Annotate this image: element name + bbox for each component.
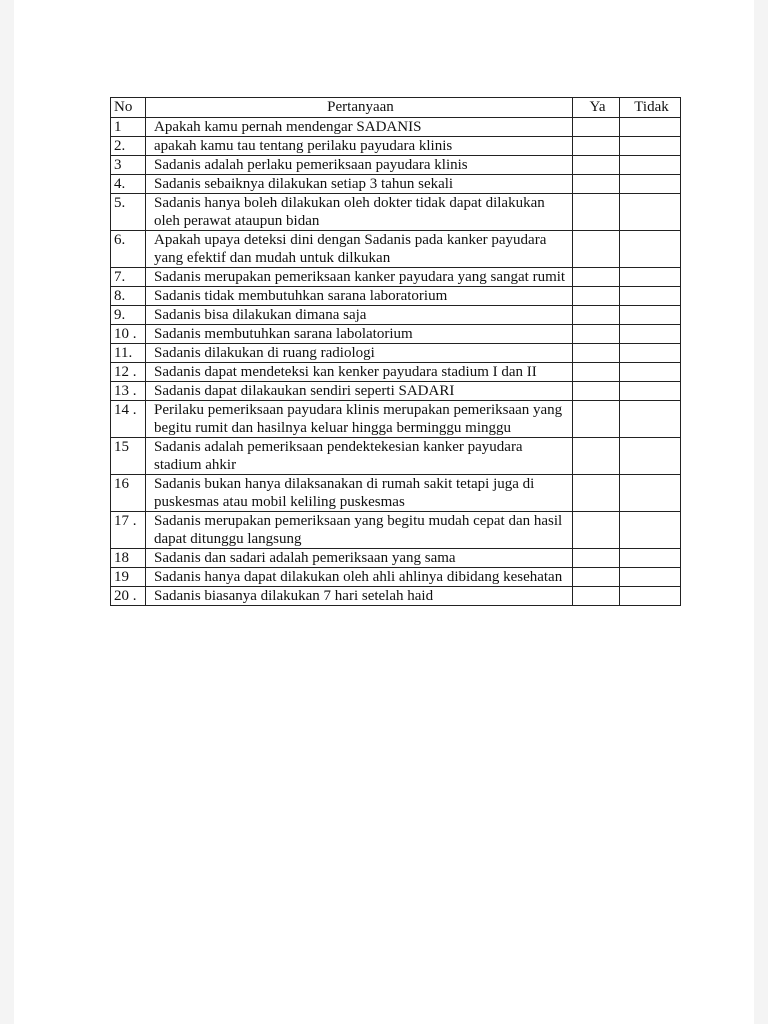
row-number: 1	[111, 118, 146, 137]
question-text: Sadanis dilakukan di ruang radiologi	[146, 344, 573, 363]
row-number: 18	[111, 549, 146, 568]
table-row	[111, 118, 681, 137]
answer-tidak-cell[interactable]	[620, 118, 681, 137]
answer-tidak-cell[interactable]	[620, 438, 681, 475]
answer-tidak-cell[interactable]	[620, 137, 681, 156]
answer-ya-cell[interactable]	[573, 137, 620, 156]
table-row	[111, 438, 681, 475]
table-row	[111, 268, 681, 287]
answer-tidak-cell[interactable]	[620, 382, 681, 401]
answer-tidak-cell[interactable]	[620, 344, 681, 363]
header-row	[111, 98, 681, 118]
answer-tidak-cell[interactable]	[620, 401, 681, 438]
question-text: Apakah kamu pernah mendengar SADANIS	[146, 118, 573, 137]
row-number: 20 .	[111, 587, 146, 606]
question-text: Sadanis tidak membutuhkan sarana laboratorium	[146, 287, 573, 306]
table-row	[111, 568, 681, 587]
answer-ya-cell[interactable]	[573, 194, 620, 231]
row-number: 6.	[111, 231, 146, 268]
answer-tidak-cell[interactable]	[620, 287, 681, 306]
answer-tidak-cell[interactable]	[620, 231, 681, 268]
answer-ya-cell[interactable]	[573, 118, 620, 137]
answer-ya-cell[interactable]	[573, 156, 620, 175]
table-row	[111, 194, 681, 231]
answer-ya-cell[interactable]	[573, 175, 620, 194]
row-number: 10 .	[111, 325, 146, 344]
table-row	[111, 512, 681, 549]
answer-tidak-cell[interactable]	[620, 306, 681, 325]
row-number: 15	[111, 438, 146, 475]
question-text: Sadanis biasanya dilakukan 7 hari setelah haid	[146, 587, 573, 606]
table-row	[111, 475, 681, 512]
row-number: 5.	[111, 194, 146, 231]
answer-tidak-cell[interactable]	[620, 268, 681, 287]
answer-tidak-cell[interactable]	[620, 194, 681, 231]
row-number: 8.	[111, 287, 146, 306]
table-row	[111, 287, 681, 306]
answer-ya-cell[interactable]	[573, 401, 620, 438]
table-row	[111, 325, 681, 344]
row-number: 9.	[111, 306, 146, 325]
answer-tidak-cell[interactable]	[620, 568, 681, 587]
header-question: Pertanyaan	[146, 98, 573, 118]
row-number: 11.	[111, 344, 146, 363]
answer-ya-cell[interactable]	[573, 268, 620, 287]
question-text: Sadanis hanya boleh dilakukan oleh dokter tidak dapat dilakukan oleh perawat ataupun bidan	[146, 194, 573, 231]
table-row	[111, 344, 681, 363]
question-text: Sadanis dapat mendeteksi kan kenker payudara stadium I dan II	[146, 363, 573, 382]
header-no: No	[111, 98, 146, 118]
row-number: 19	[111, 568, 146, 587]
row-number: 14 .	[111, 401, 146, 438]
row-number: 12 .	[111, 363, 146, 382]
question-text: apakah kamu tau tentang perilaku payudara klinis	[146, 137, 573, 156]
answer-tidak-cell[interactable]	[620, 587, 681, 606]
answer-tidak-cell[interactable]	[620, 475, 681, 512]
answer-tidak-cell[interactable]	[620, 363, 681, 382]
table-row	[111, 231, 681, 268]
table-row	[111, 587, 681, 606]
question-text: Sadanis bukan hanya dilaksanakan di rumah sakit tetapi juga di puskesmas atau mobil keliling puskesmas	[146, 475, 573, 512]
question-text: Sadanis merupakan pemeriksaan kanker payudara yang sangat rumit	[146, 268, 573, 287]
question-text: Sadanis adalah pemeriksaan pendektekesian kanker payudara stadium ahkir	[146, 438, 573, 475]
row-number: 3	[111, 156, 146, 175]
answer-tidak-cell[interactable]	[620, 549, 681, 568]
answer-ya-cell[interactable]	[573, 325, 620, 344]
table-row	[111, 156, 681, 175]
row-number: 16	[111, 475, 146, 512]
row-number: 7.	[111, 268, 146, 287]
table-row	[111, 137, 681, 156]
answer-tidak-cell[interactable]	[620, 512, 681, 549]
answer-ya-cell[interactable]	[573, 587, 620, 606]
table-row	[111, 382, 681, 401]
answer-tidak-cell[interactable]	[620, 325, 681, 344]
answer-ya-cell[interactable]	[573, 306, 620, 325]
answer-tidak-cell[interactable]	[620, 175, 681, 194]
row-number: 13 .	[111, 382, 146, 401]
answer-ya-cell[interactable]	[573, 475, 620, 512]
table-row	[111, 549, 681, 568]
header-tidak: Tidak	[620, 98, 681, 118]
answer-ya-cell[interactable]	[573, 438, 620, 475]
row-number: 17 .	[111, 512, 146, 549]
question-text: Sadanis sebaiknya dilakukan setiap 3 tahun sekali	[146, 175, 573, 194]
question-text: Sadanis membutuhkan sarana labolatorium	[146, 325, 573, 344]
answer-ya-cell[interactable]	[573, 231, 620, 268]
answer-ya-cell[interactable]	[573, 363, 620, 382]
answer-ya-cell[interactable]	[573, 512, 620, 549]
question-text: Apakah upaya deteksi dini dengan Sadanis pada kanker payudara yang efektif dan mudah untuk dilkukan	[146, 231, 573, 268]
answer-ya-cell[interactable]	[573, 382, 620, 401]
document-page	[14, 0, 754, 1024]
question-text: Sadanis merupakan pemeriksaan yang begitu mudah cepat dan hasil dapat ditunggu langsung	[146, 512, 573, 549]
questionnaire	[110, 97, 681, 606]
table-row	[111, 306, 681, 325]
answer-tidak-cell[interactable]	[620, 156, 681, 175]
question-text: Perilaku pemeriksaan payudara klinis merupakan pemeriksaan yang begitu rumit dan hasilnya keluar hingga berminggu minggu	[146, 401, 573, 438]
answer-ya-cell[interactable]	[573, 344, 620, 363]
row-number: 4.	[111, 175, 146, 194]
table-row	[111, 175, 681, 194]
table-row	[111, 401, 681, 438]
questionnaire-table	[110, 97, 681, 606]
question-text: Sadanis bisa dilakukan dimana saja	[146, 306, 573, 325]
question-text: Sadanis hanya dapat dilakukan oleh ahli ahlinya dibidang kesehatan	[146, 568, 573, 587]
answer-ya-cell[interactable]	[573, 549, 620, 568]
table-row	[111, 363, 681, 382]
question-text: Sadanis dan sadari adalah pemeriksaan yang sama	[146, 549, 573, 568]
answer-ya-cell[interactable]	[573, 568, 620, 587]
row-number: 2.	[111, 137, 146, 156]
question-text: Sadanis adalah perlaku pemeriksaan payudara klinis	[146, 156, 573, 175]
question-text: Sadanis dapat dilakaukan sendiri seperti SADARI	[146, 382, 573, 401]
answer-ya-cell[interactable]	[573, 287, 620, 306]
header-ya: Ya	[573, 98, 620, 118]
